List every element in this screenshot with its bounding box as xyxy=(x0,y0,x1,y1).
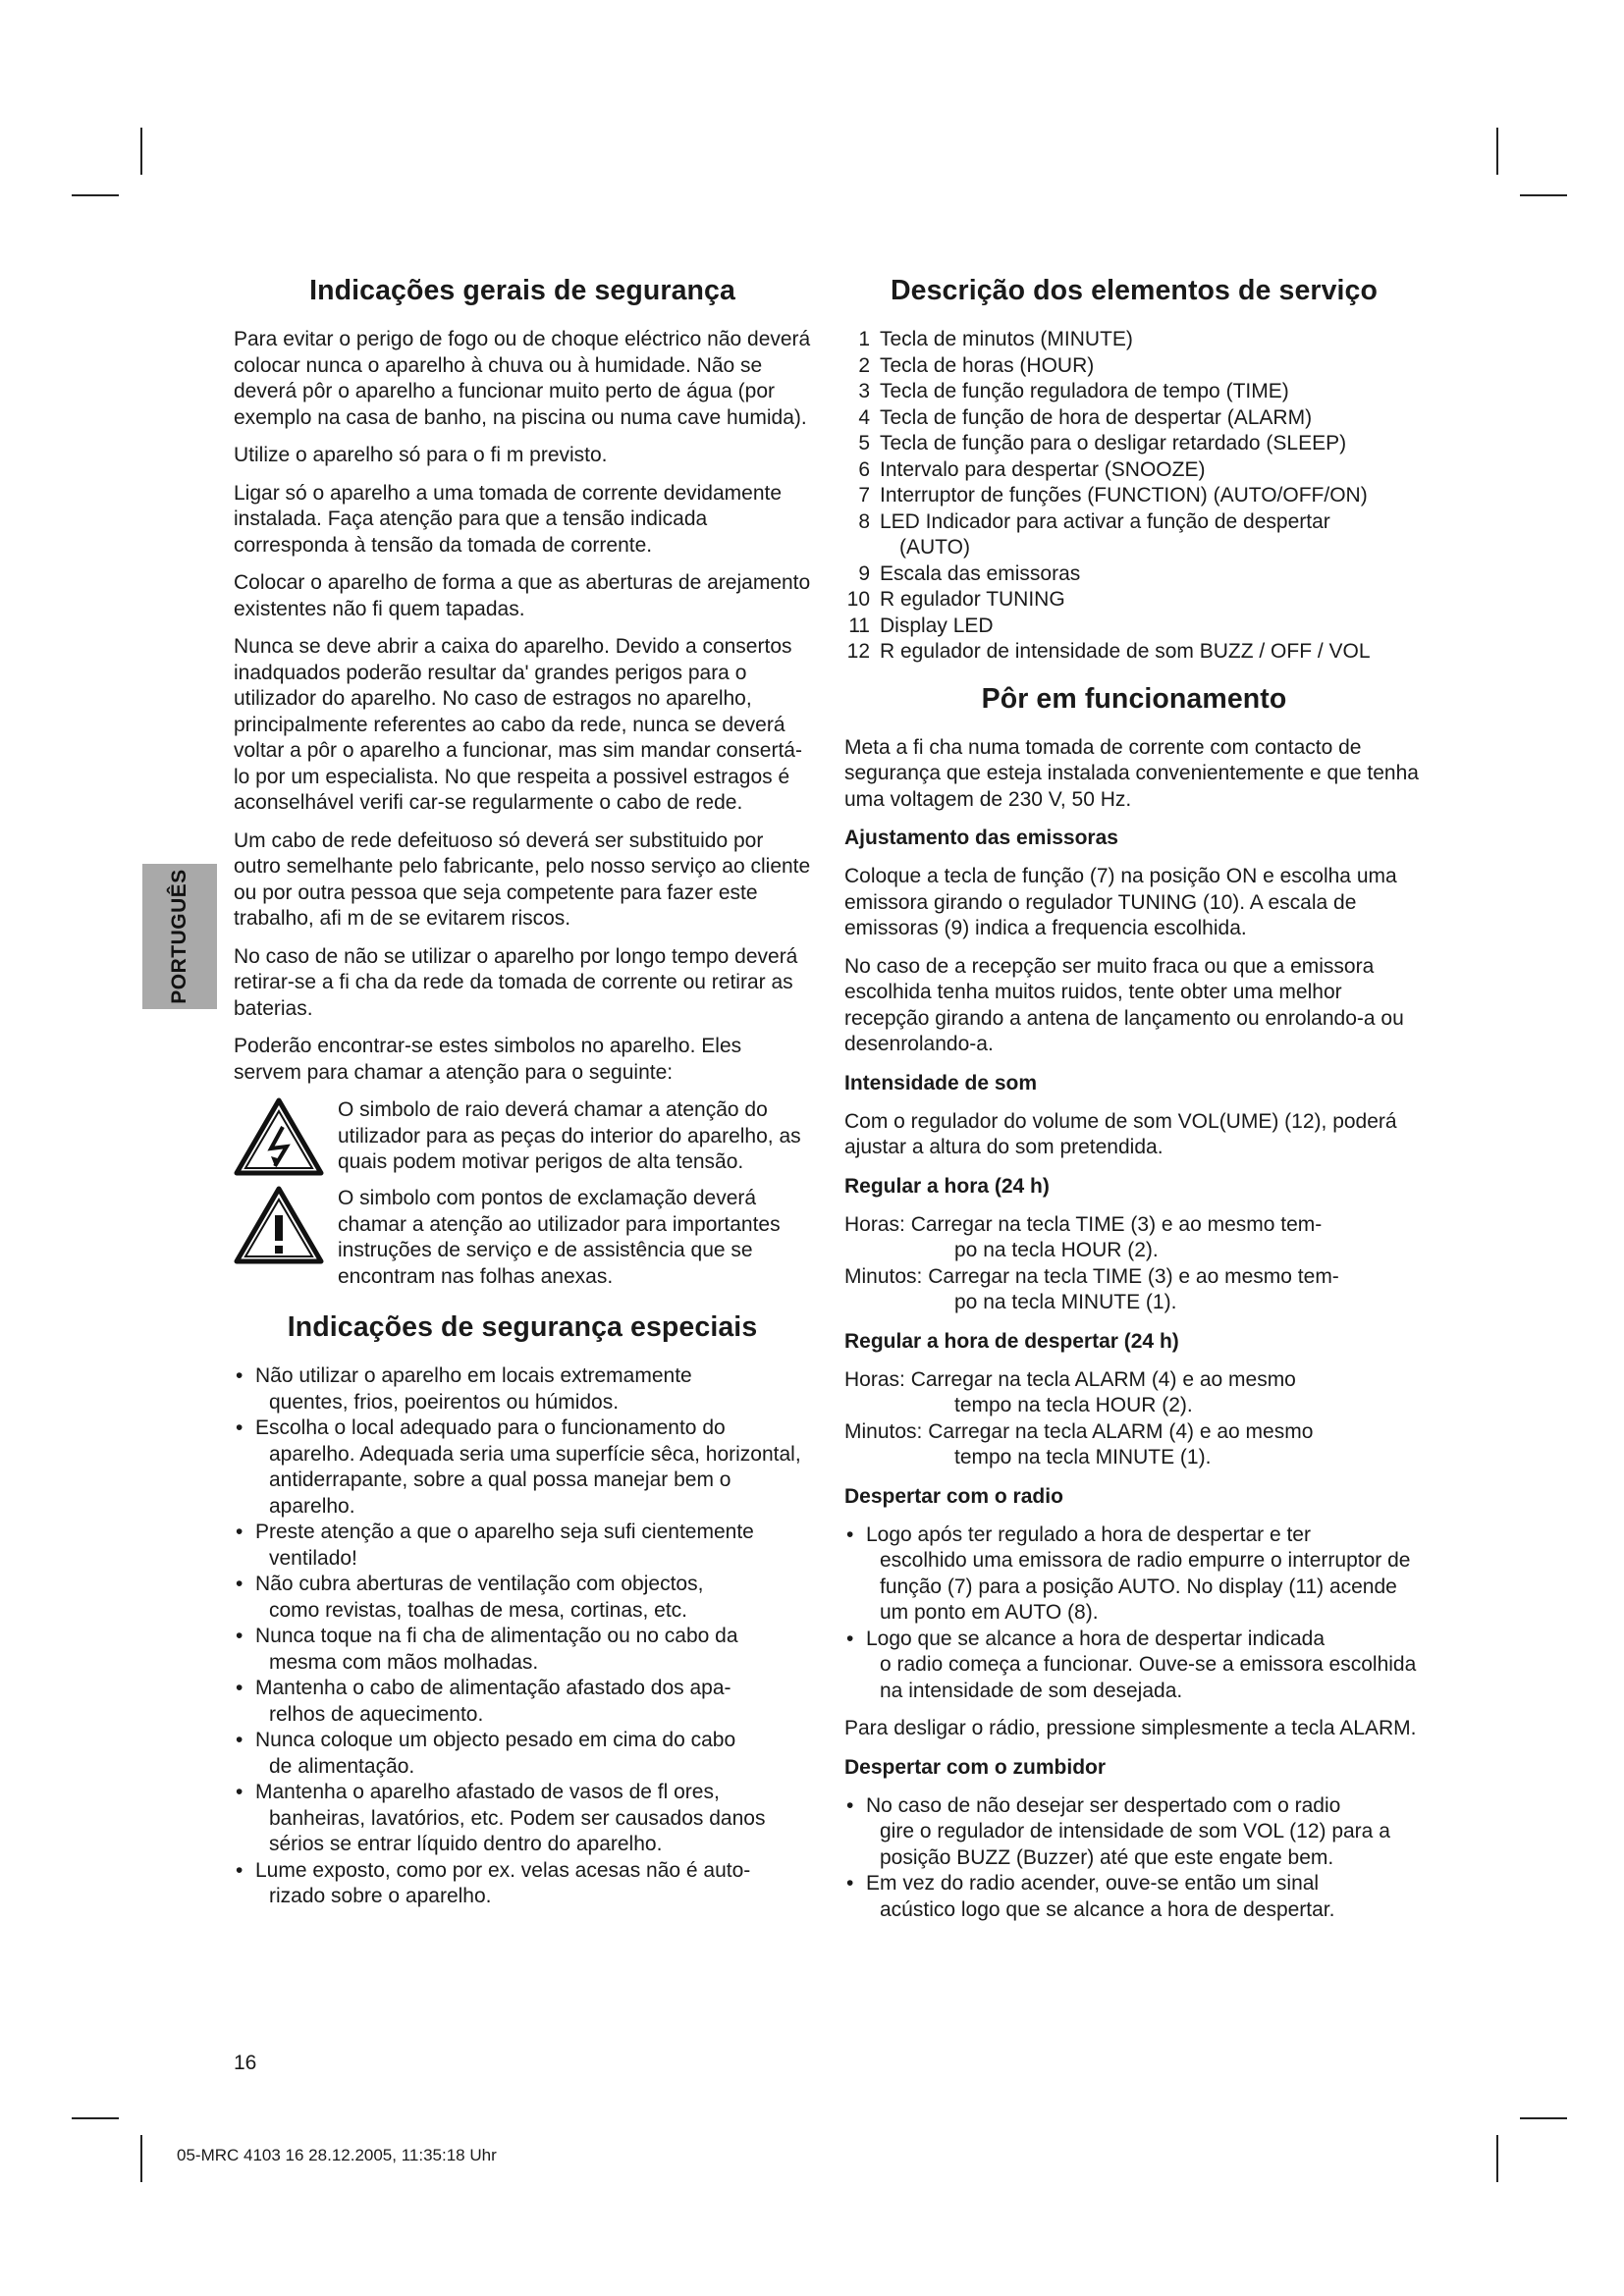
list-item: 11 Display LED xyxy=(848,614,994,637)
paragraph: Poderão encontrar-se estes simbolos no aparelho. Eles servem para chamar a atenção para o seguinte: xyxy=(234,1035,742,1084)
right-column xyxy=(844,275,1424,1935)
special-safety-list xyxy=(234,1363,811,1910)
list-item: • Escolha o local adequado para o funcionamento do aparelho. Adequada seria uma superfície sêca, horizontal, antiderrapante, sobre a qual possa manejar bem o aparelho. xyxy=(234,1415,811,1520)
crop-mark xyxy=(1520,2117,1567,2119)
lightning-warning xyxy=(234,1097,811,1176)
list-item: • Lume exposto, como por ex. velas acesas não é auto- rizado sobre o aparelho. xyxy=(234,1858,811,1910)
list-item: • Preste atenção a que o aparelho seja sufi cientemente ventilado! xyxy=(234,1520,811,1572)
paragraph: Um cabo de rede defeituoso só deverá ser substituido por outro semelhante pelo fabricante, pelo nosso serviço ao cliente ou por outra pessoa que seja competente para fazer este trabalho, afi m de se evitarem riscos. xyxy=(234,828,811,930)
list-item: 4 Tecla de função de hora de despertar (ALARM) xyxy=(858,405,1313,429)
operation-title: Pôr em funcionamento xyxy=(981,682,1287,715)
list-item: • Logo após ter regulado a hora de despertar e ter escolhido uma emissora de radio empurre o interruptor de função (7) para a posição AUTO. No display (11) acende um ponto em AUTO (8). xyxy=(844,1522,1424,1627)
crop-mark xyxy=(140,2135,142,2182)
list-item: 9 Escala das emissoras xyxy=(858,561,1081,585)
volume-heading: Intensidade de som xyxy=(844,1071,1038,1095)
crop-mark xyxy=(1496,128,1498,175)
special-safety-title: Indicações de segurança especiais xyxy=(287,1311,758,1343)
list-item: 2 Tecla de horas (HOUR) xyxy=(858,353,1095,377)
page-number: 16 xyxy=(234,2052,257,2074)
list-item: 10 R egulador TUNING xyxy=(846,588,1065,611)
crop-mark xyxy=(1496,2135,1498,2182)
paragraph: Ligar só o aparelho a uma tomada de corrente devidamente instalada. Faça atenção para que a tensão indicada corresponda à tensão da tomada de corrente. xyxy=(234,481,783,557)
general-safety-title: Indicações gerais de segurança xyxy=(309,275,735,306)
list-item: • No caso de não desejar ser despertado com o radio gire o regulador de intensidade de som VOL (12) para a posição BUZZ (Buzzer) até que este engate bem. xyxy=(844,1793,1424,1872)
list-item: • Não utilizar o aparelho em locais extremamente quentes, frios, poeirentos ou húmidos. xyxy=(234,1363,811,1415)
list-item: • Em vez do radio acender, ouve-se então um sinal acústico logo que se alcance a hora de despertar. xyxy=(844,1871,1424,1923)
lightning-warning-icon xyxy=(234,1097,324,1176)
lightning-warning-text: O simbolo de raio deverá chamar a atenção do utilizador para as peças do interior do aparelho, as quais podem motivar perigos de alta tensão. xyxy=(338,1098,801,1173)
set-alarm-heading: Regular a hora de despertar (24 h) xyxy=(844,1329,1179,1353)
paragraph: Nunca se deve abrir a caixa do aparelho. Devido a consertos inadquados poderão resultar da' grandes perigos para o utilizador do aparelho. No caso de estragos no aparelho, principalmente referentes ao cabo da rede, nunca se deverá voltar a pôr o aparelho a funcionar, mas sim mandar consertá-lo por um especialista. No que respeita a possivel estragos é aconselhável verifi car-se regularmente o cabo de rede. xyxy=(234,635,802,814)
crop-mark xyxy=(72,194,119,196)
list-item: • Mantenha o cabo de alimentação afastado dos apa- relhos de aquecimento. xyxy=(234,1676,811,1728)
list-item: 7 Interruptor de funções (FUNCTION) (AUTO/OFF/ON) xyxy=(858,484,1368,507)
set-alarm-minutes: Minutos: Carregar na tecla ALARM (4) e ao mesmo tempo na tecla MINUTE (1). xyxy=(844,1419,1314,1468)
operation-intro: Meta a fi cha numa tomada de corrente com contacto de segurança que esteja instalada convenientemente e que tenha uma voltagem de 230 V, 50 Hz. xyxy=(844,735,1419,811)
crop-mark xyxy=(72,2117,119,2119)
paragraph: No caso de a recepção ser muito fraca ou que a emissora escolhida tenha muitos ruidos, tente obter uma melhor recepção girando a antena de lançamento ou enrolando-a ou desenrolando-a. xyxy=(844,954,1404,1055)
paragraph: No caso de não se utilizar o aparelho por longo tempo deverá retirar-se a fi cha da rede da tomada de corrente ou retirar as baterias. xyxy=(234,944,798,1020)
language-tab xyxy=(142,864,217,1009)
controls-list xyxy=(844,327,1424,666)
list-item: • Logo que se alcance a hora de despertar indicada o radio começa a funcionar. Ouve-se a emissora escolhida na intensidade de som desejada. xyxy=(844,1627,1424,1705)
list-item: 6 Intervalo para despertar (SNOOZE) xyxy=(858,457,1206,481)
set-time-minutes: Minutos: Carregar na tecla TIME (3) e ao mesmo tem- po na tecla MINUTE (1). xyxy=(844,1264,1339,1313)
controls-title: Descrição dos elementos de serviço xyxy=(890,275,1379,306)
left-column xyxy=(234,275,811,1922)
list-item: 12 R egulador de intensidade de som BUZZ / OFF / VOL xyxy=(846,640,1371,663)
list-item: 8 LED Indicador para activar a função de despertar (AUTO) xyxy=(858,509,1330,559)
wake-buzzer-heading: Despertar com o zumbidor xyxy=(844,1755,1107,1779)
set-time-heading: Regular a hora (24 h) xyxy=(844,1174,1050,1198)
language-tab-label: PORTUGUÊS xyxy=(168,869,190,1004)
crop-mark xyxy=(1520,194,1567,196)
list-item: 5 Tecla de função para o desligar retardado (SLEEP) xyxy=(858,432,1347,454)
exclamation-warning-icon xyxy=(234,1186,324,1264)
paragraph: Para evitar o perigo de fogo ou de choque eléctrico não deverá colocar nunca o aparelho à chuva ou à humidade. Não se deverá pôr o aparelho a funcionar muito perto de água (por exemplo na casa de banho, na piscina ou numa cave humida). xyxy=(234,328,811,429)
list-item: • Não cubra aberturas de ventilação com objectos, como revistas, toalhas de mesa, cortinas, etc. xyxy=(234,1572,811,1624)
wake-radio-heading: Despertar com o radio xyxy=(844,1484,1063,1508)
paragraph: Colocar o aparelho de forma a que as aberturas de arejamento existentes não fi quem tapadas. xyxy=(234,571,811,620)
set-time-hours: Horas: Carregar na tecla TIME (3) e ao mesmo tem- po na tecla HOUR (2). xyxy=(844,1212,1323,1261)
list-item: 1 Tecla de minutos (MINUTE) xyxy=(858,328,1133,350)
paragraph: Utilize o aparelho só para o fi m previsto. xyxy=(234,444,608,466)
paragraph: Com o regulador do volume de som VOL(UME) (12), poderá ajustar a altura do som pretendida. xyxy=(844,1109,1397,1158)
set-alarm-hours: Horas: Carregar na tecla ALARM (4) e ao mesmo tempo na tecla HOUR (2). xyxy=(844,1367,1296,1416)
paragraph: Coloque a tecla de função (7) na posição ON e escolha uma emissora girando o regulador TUNING (10). A escala de emissoras (9) indica a frequencia escolhida. xyxy=(844,865,1397,939)
exclamation-warning-text: O simbolo com pontos de exclamação deverá chamar a atenção ao utilizador para importantes instruções de serviço e de assistência que se encontram nas folhas anexas. xyxy=(338,1187,781,1288)
wake-buzzer-list xyxy=(844,1793,1424,1924)
list-item: • Mantenha o aparelho afastado de vasos de fl ores, banheiras, lavatórios, etc. Podem ser causados danos sérios se entrar líquido dentro do aparelho. xyxy=(234,1780,811,1858)
exclamation-warning xyxy=(234,1186,811,1290)
wake-radio-list xyxy=(844,1522,1424,1705)
list-item: 3 Tecla de função reguladora de tempo (TIME) xyxy=(858,380,1289,402)
list-item: • Nunca coloque um objecto pesado em cima do cabo de alimentação. xyxy=(234,1728,811,1780)
crop-mark xyxy=(140,128,142,175)
list-item: • Nunca toque na fi cha de alimentação ou no cabo da mesma com mãos molhadas. xyxy=(234,1624,811,1676)
paragraph: Para desligar o rádio, pressione simplesmente a tecla ALARM. xyxy=(844,1717,1417,1739)
tuning-heading: Ajustamento das emissoras xyxy=(844,827,1118,849)
print-footer: 05-MRC 4103 16 28.12.2005, 11:35:18 Uhr xyxy=(177,2146,497,2164)
